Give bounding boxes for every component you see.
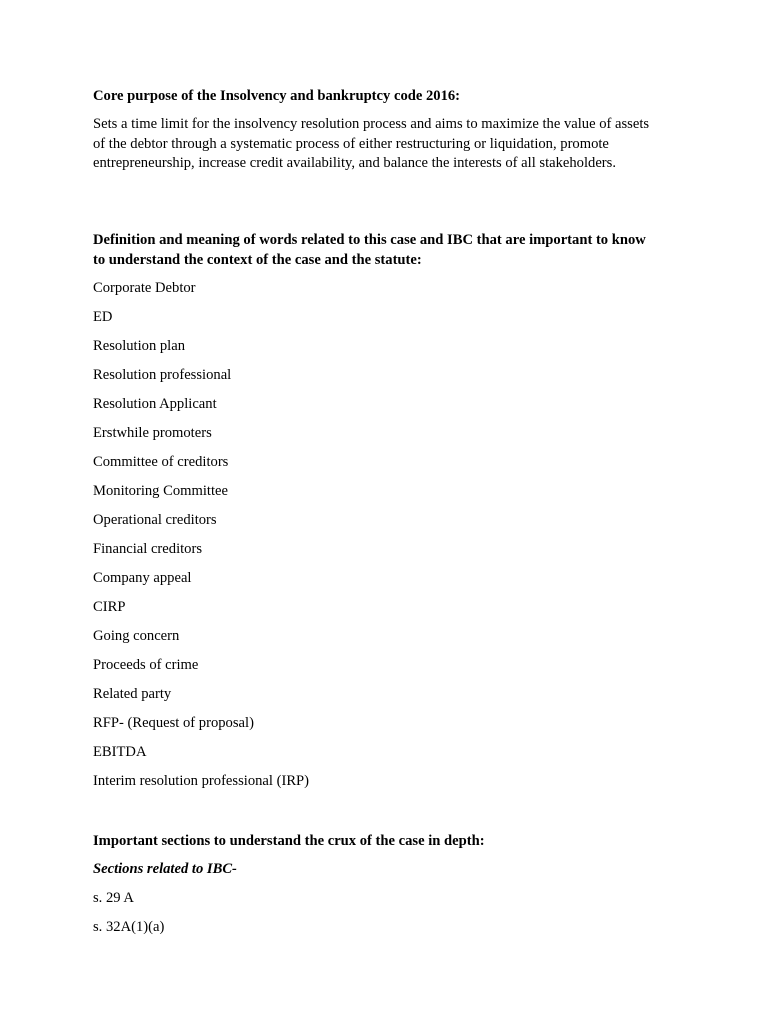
term-item: Resolution Applicant [93,396,217,412]
term-item: ED [93,309,113,325]
term-item: Company appeal [93,570,192,586]
term-item: Monitoring Committee [93,483,228,499]
section-item: s. 32A(1)(a) [93,919,165,935]
core-purpose-heading: Core purpose of the Insolvency and bankruptcy code 2016: [93,88,461,104]
core-purpose-paragraph: Sets a time limit for the insolvency resolution process and aims to maximize the value of assets of the debtor through a systematic process of either restructuring or liquidation, promote entrepreneurship, increase credit availability, and balance the interests of all stakeholders. [93,116,650,171]
term-item: RFP- (Request of proposal) [93,715,254,731]
term-item: Going concern [93,628,180,644]
term-item: Corporate Debtor [93,280,196,296]
term-item: Resolution plan [93,338,186,354]
term-item: Related party [93,686,172,702]
term-item: Resolution professional [93,367,232,383]
section-item: s. 29 A [93,890,134,906]
sections-list [93,889,164,947]
ibc-sections-subheading: Sections related to IBC- [93,861,237,877]
important-sections-heading: Important sections to understand the crux of the case in depth: [93,833,485,849]
term-item: Interim resolution professional (IRP) [93,773,310,789]
term-item: Financial creditors [93,541,203,557]
term-item: Committee of creditors [93,454,229,470]
terms-list [93,279,309,801]
term-item: Proceeds of crime [93,657,199,673]
term-item: EBITDA [93,744,147,760]
term-item: Operational creditors [93,512,217,528]
term-item: Erstwhile promoters [93,425,212,441]
definitions-heading: Definition and meaning of words related to this case and IBC that are important to know to understand the context of the case and the statute: [93,232,646,268]
term-item: CIRP [93,599,126,615]
